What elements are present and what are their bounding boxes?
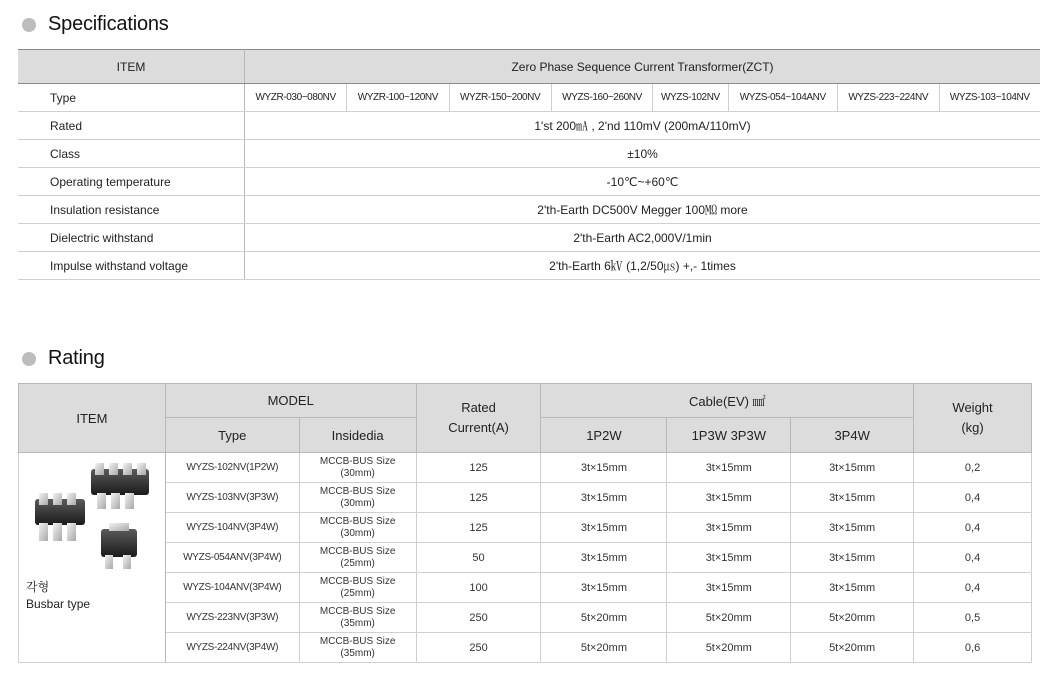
cable-3p4w-cell: 3t×15mm <box>791 483 914 513</box>
cable-1p2w-cell: 3t×15mm <box>541 453 667 483</box>
spec-row-label: Dielectric withstand <box>18 224 245 252</box>
cable-3p4w-cell: 3t×15mm <box>791 543 914 573</box>
cable-3p4w-cell: 3t×15mm <box>791 453 914 483</box>
current-cell: 250 <box>416 633 541 663</box>
spec-row <box>18 224 1040 252</box>
spec-row <box>18 252 1040 280</box>
cable-1p2w-cell: 3t×15mm <box>541 483 667 513</box>
spec-row-label: Rated <box>18 112 245 140</box>
type-cell: WYZS-224NV(3P4W) <box>165 633 299 663</box>
table-row <box>19 633 1032 663</box>
spec-row <box>18 112 1040 140</box>
rating-type-header: Type <box>165 418 299 453</box>
spec-row-label: Impulse withstand voltage <box>18 252 245 280</box>
rating-table <box>18 383 1032 663</box>
weight-cell: 0,6 <box>914 633 1032 663</box>
current-cell: 100 <box>416 573 541 603</box>
weight-cell: 0,2 <box>914 453 1032 483</box>
spec-type-cell: WYZR-030~080NV <box>245 84 347 112</box>
spec-type-cell: WYZS-102NV <box>653 84 728 112</box>
table-row <box>19 453 1032 483</box>
rating-title: Rating <box>48 347 105 369</box>
cable-3p4w-cell: 3t×15mm <box>791 573 914 603</box>
type-cell: WYZS-223NV(3P3W) <box>165 603 299 633</box>
cable-1p3w-cell: 5t×20mm <box>667 633 791 663</box>
cable-1p2w-cell: 3t×15mm <box>541 573 667 603</box>
table-row <box>19 573 1032 603</box>
spec-row-value: 2'th-Earth 6㎸ (1,2/50㎲) +,- 1times <box>245 252 1041 280</box>
current-cell: 125 <box>416 483 541 513</box>
spec-row-value: ±10% <box>245 140 1041 168</box>
insidedia-cell: MCCB-BUS Size (30mm) <box>299 513 416 543</box>
cable-1p3w-cell: 3t×15mm <box>667 483 791 513</box>
cable-1p3w-cell: 3t×15mm <box>667 453 791 483</box>
spec-type-cell: WYZS-160~260NV <box>551 84 653 112</box>
bullet-icon <box>22 18 36 32</box>
spec-type-cell: WYZS-223~224NV <box>837 84 939 112</box>
insidedia-cell: MCCB-BUS Size (35mm) <box>299 633 416 663</box>
insidedia-cell: MCCB-BUS Size (25mm) <box>299 573 416 603</box>
spec-row <box>18 140 1040 168</box>
spec-type-cell: WYZR-100~120NV <box>347 84 449 112</box>
cable-1p2w-cell: 3t×15mm <box>541 543 667 573</box>
cable-3p4w-cell: 5t×20mm <box>791 603 914 633</box>
rating-current-header: Rated Current(A) <box>416 384 541 453</box>
cable-1p3w-cell: 5t×20mm <box>667 603 791 633</box>
spec-row-label: Class <box>18 140 245 168</box>
insidedia-cell: MCCB-BUS Size (30mm) <box>299 483 416 513</box>
spec-row <box>18 168 1040 196</box>
spec-row-label: Insulation resistance <box>18 196 245 224</box>
rating-header-row <box>19 384 1032 418</box>
spec-header-row <box>18 50 1040 84</box>
spec-zct-header: Zero Phase Sequence Current Transformer(ZCT) <box>245 50 1041 84</box>
spec-type-label: Type <box>18 84 245 112</box>
spec-type-cell: WYZS-054~104ANV <box>728 84 837 112</box>
specifications-title: Specifications <box>48 13 169 35</box>
rating-1p2w-header: 1P2W <box>541 418 667 453</box>
rating-model-header: MODEL <box>165 384 416 418</box>
spec-row-value: -10℃~+60℃ <box>245 168 1041 196</box>
specifications-table <box>18 49 1040 280</box>
spec-row-value: 1'st 200㎃ , 2'nd 110mV (200mA/110mV) <box>245 112 1041 140</box>
specifications-heading <box>22 13 169 36</box>
busbar-korean-name: 각형 <box>26 580 50 594</box>
weight-cell: 0,5 <box>914 603 1032 633</box>
type-cell: WYZS-054ANV(3P4W) <box>165 543 299 573</box>
table-row <box>19 543 1032 573</box>
weight-cell: 0,4 <box>914 543 1032 573</box>
rating-heading <box>22 347 105 370</box>
weight-cell: 0,4 <box>914 513 1032 543</box>
table-row <box>19 483 1032 513</box>
busbar-item-cell <box>19 453 166 663</box>
table-row <box>19 513 1032 543</box>
cable-1p3w-cell: 3t×15mm <box>667 513 791 543</box>
cable-1p2w-cell: 5t×20mm <box>541 603 667 633</box>
weight-cell: 0,4 <box>914 483 1032 513</box>
rating-cable-header: Cable(EV) ㎟ <box>541 384 914 418</box>
current-cell: 125 <box>416 453 541 483</box>
spec-item-header: ITEM <box>18 50 245 84</box>
rating-3p4w-header: 3P4W <box>791 418 914 453</box>
rating-insidedia-header: Insidedia <box>299 418 416 453</box>
bullet-icon <box>22 352 36 366</box>
rating-1p3w-header: 1P3W 3P3W <box>667 418 791 453</box>
spec-type-cell: WYZS-103~104NV <box>939 84 1040 112</box>
cable-1p3w-cell: 3t×15mm <box>667 543 791 573</box>
type-cell: WYZS-102NV(1P2W) <box>165 453 299 483</box>
spec-row <box>18 196 1040 224</box>
busbar-item-label <box>26 579 90 613</box>
current-cell: 125 <box>416 513 541 543</box>
type-cell: WYZS-104NV(3P4W) <box>165 513 299 543</box>
cable-1p3w-cell: 3t×15mm <box>667 573 791 603</box>
spec-row-label: Operating temperature <box>18 168 245 196</box>
weight-cell: 0,4 <box>914 573 1032 603</box>
insidedia-cell: MCCB-BUS Size (35mm) <box>299 603 416 633</box>
cable-1p2w-cell: 5t×20mm <box>541 633 667 663</box>
spec-type-row <box>18 84 1040 112</box>
current-cell: 50 <box>416 543 541 573</box>
insidedia-cell: MCCB-BUS Size (25mm) <box>299 543 416 573</box>
busbar-english-name: Busbar type <box>26 597 91 611</box>
current-cell: 250 <box>416 603 541 633</box>
cable-3p4w-cell: 5t×20mm <box>791 633 914 663</box>
rating-item-header: ITEM <box>19 384 166 453</box>
cable-3p4w-cell: 3t×15mm <box>791 513 914 543</box>
busbar-product-image <box>25 459 155 577</box>
table-row <box>19 603 1032 633</box>
type-cell: WYZS-103NV(3P3W) <box>165 483 299 513</box>
rating-weight-header: Weight (kg) <box>914 384 1032 453</box>
spec-row-value: 2'th-Earth DC500V Megger 100㏁ more <box>245 196 1041 224</box>
spec-row-value: 2'th-Earth AC2,000V/1min <box>245 224 1041 252</box>
spec-type-cell: WYZR-150~200NV <box>449 84 551 112</box>
cable-1p2w-cell: 3t×15mm <box>541 513 667 543</box>
type-cell: WYZS-104ANV(3P4W) <box>165 573 299 603</box>
insidedia-cell: MCCB-BUS Size (30mm) <box>299 453 416 483</box>
